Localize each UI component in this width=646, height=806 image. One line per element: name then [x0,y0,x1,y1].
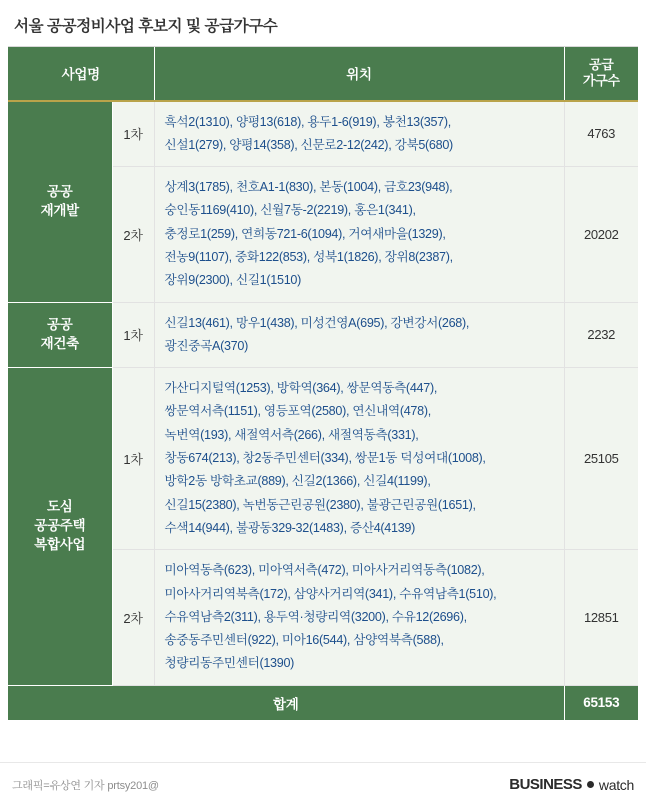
phase-cell: 1차 [112,302,154,368]
location-cell [154,302,564,368]
page-title: 서울 공공정비사업 후보지 및 공급가구수 [14,18,278,35]
location-line: 미아역동측(623), 미아역서측(472), 미아사거리역동측(1082), [164,563,485,578]
column-header-count [564,47,638,101]
count-cell: 25105 [564,368,638,550]
table-header-row [8,47,638,101]
location-line: 창동674(213), 창2동주민센터(334), 쌍문1동 덕성여대(1008), [164,451,486,466]
brand-logo [509,776,634,793]
count-cell: 4763 [564,101,638,167]
count-cell: 2232 [564,302,638,368]
phase-cell: 2차 [112,550,154,685]
location-cell [154,167,564,302]
location-line: 수색14(944), 불광동329-32(1483), 증산4(4139) [164,520,416,535]
group-name-line2: 재건축 [40,335,79,351]
location-line: 신길15(2380), 녹번동근린공원(2380), 불광근린공원(1651), [164,497,476,512]
total-label: 합계 [8,685,564,720]
count-cell: 12851 [564,550,638,685]
group-name-line2: 재개발 [40,202,79,218]
table-container [8,46,638,720]
column-header-name: 사업명 [8,47,154,101]
phase-cell: 2차 [112,167,154,302]
location-line: 장위9(2300), 신길1(1510) [164,273,301,288]
graphic-credit: 그래픽=유상연 기자 prtsy201@ [12,779,159,792]
footer [0,762,646,806]
location-line: 상계3(1785), 천호A1-1(830), 본동(1004), 금호23(948), [164,180,453,195]
group-name-line1: 공공 [47,183,73,199]
location-line: 흑석2(1310), 양평13(618), 용두1-6(919), 봉천13(357), [164,114,451,129]
total-value: 65153 [564,685,638,720]
group-name-redevelopment [8,101,112,303]
location-cell [154,368,564,550]
location-line: 숭인동1169(410), 신월7동-2(2219), 홍은1(341), [164,203,416,218]
brand-name-bold: BUSINESS [509,776,582,793]
location-line: 수유역남측2(311), 용두역·청량리역(3200), 수유12(2696), [164,609,467,624]
location-cell [154,101,564,167]
group-name-line1: 도심 [47,499,73,515]
location-line: 신길13(461), 망우1(438), 미성건영A(695), 강변강서(268), [164,315,470,330]
supply-table [8,47,638,720]
location-line: 방학2동 방학초교(889), 신길2(1366), 신길4(1199), [164,474,431,489]
table-total-row [8,685,638,720]
group-name-line3: 복합사업 [34,536,86,552]
location-cell [154,550,564,685]
table-row [8,368,638,550]
column-header-location: 위치 [154,47,564,101]
location-line: 녹번역(193), 새절역서측(266), 새절역동측(331), [164,427,419,442]
group-name-reconstruction [8,302,112,368]
location-line: 신설1(279), 양평14(358), 신문로2-12(242), 강북5(680) [164,137,453,152]
location-line: 청량리동주민센터(1390) [164,656,295,671]
group-name-line2: 공공주택 [34,518,86,533]
table-header [8,47,638,101]
column-header-count-line2: 가구수 [582,73,620,89]
location-line: 쌍문역서측(1151), 영등포역(2580), 연신내역(478), [164,404,431,419]
location-line: 미아사거리역북측(172), 삼양사거리역(341), 수유역남측1(510), [164,586,497,601]
table-row [8,101,638,167]
brand-dot-icon [587,781,594,788]
location-line: 송중동주민센터(922), 미아16(544), 삼양역북측(588), [164,633,444,648]
group-name-urban-public-housing [8,368,112,686]
group-name-line1: 공공 [47,316,73,332]
location-line: 광진중곡A(370) [164,338,248,353]
column-header-count-line1: 공급 [589,57,614,72]
count-cell: 20202 [564,167,638,302]
table-body [8,101,638,720]
location-line: 가산디지털역(1253), 방학역(364), 쌍문역동측(447), [164,381,438,396]
location-line: 충정로1(259), 연희동721-6(1094), 거여새마을(1329), [164,226,446,241]
table-row [8,302,638,368]
phase-cell: 1차 [112,101,154,167]
location-line: 전농9(1107), 중화122(853), 성북1(1826), 장위8(2387), [164,249,453,264]
brand-name-light: watch [598,776,634,793]
phase-cell: 1차 [112,368,154,550]
